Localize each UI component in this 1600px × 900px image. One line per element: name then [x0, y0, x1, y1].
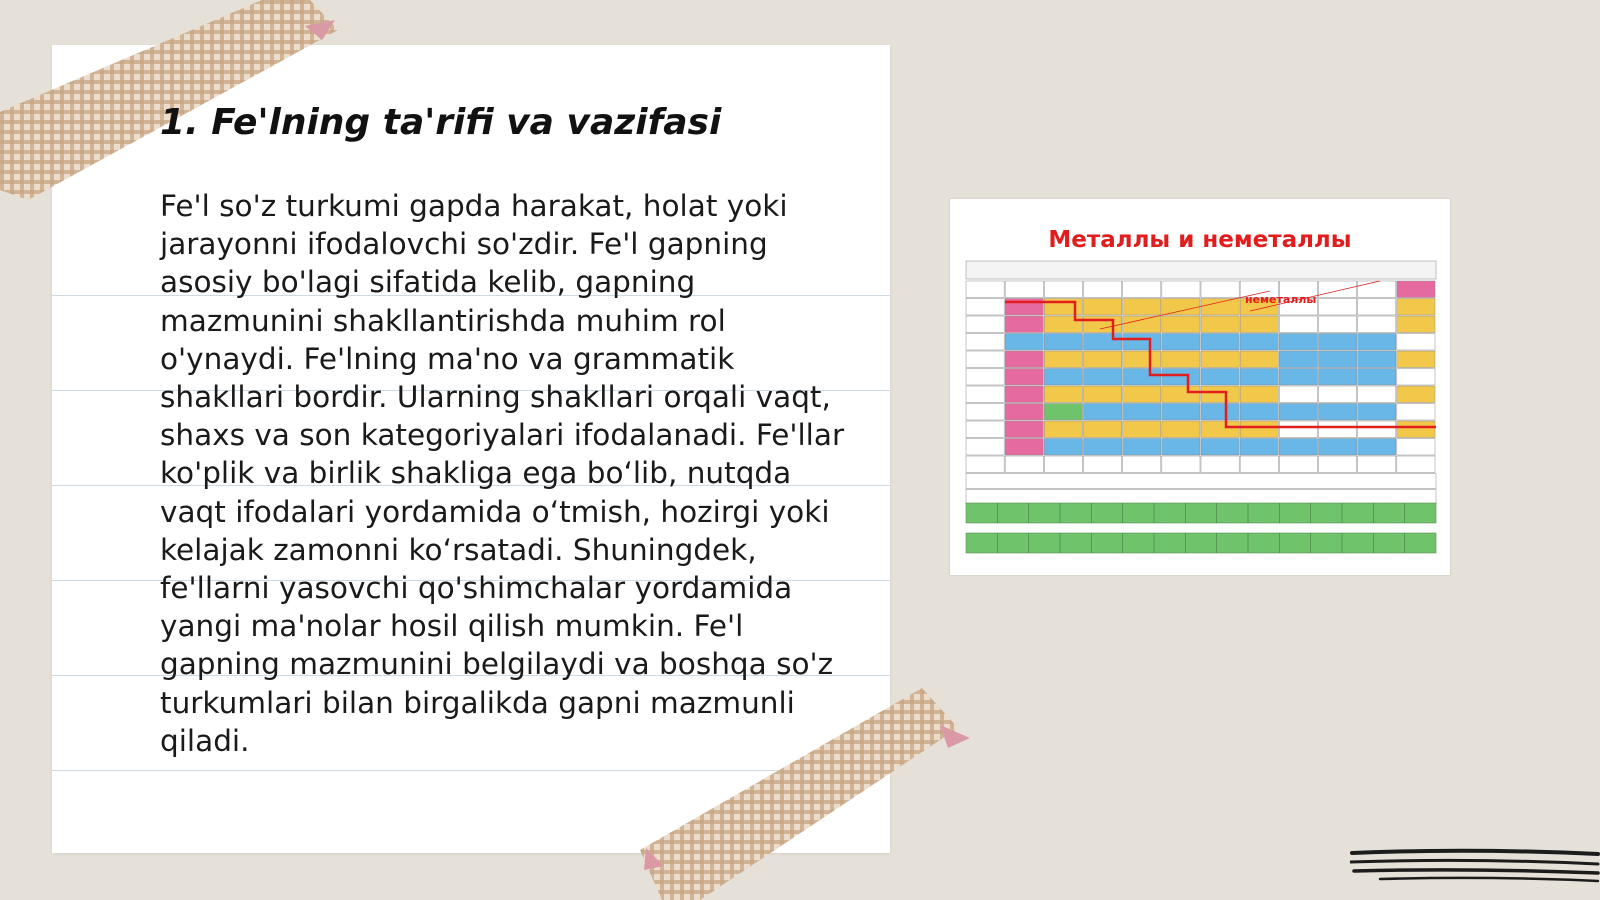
decorative-brush-lines	[1350, 848, 1600, 888]
periodic-table-image	[950, 199, 1450, 575]
periodic-table-grid	[950, 199, 1450, 575]
slide-body-text: Fe'l so'z turkumi gapda harakat, holat yoki jarayonni ifodalovchi so'zdir. Fe'l gapning asosiy bo'lagi sifatida kelib, gapning mazmunini shakllantirishda muhim rol o'ynaydi. Fe'lning ma'no va grammatik shakllari bordir. Ularning shakllari orqali vaqt, shaxs va son kategoriyalari ifodalanadi. Fe'llar ko'plik va birlik shakliga ega bo‘lib, nutqda vaqt ifodalari yordamida o‘tmish, hozirgi yoki kelajak zamonni ko‘rsatadi. Shuningdek, fe'llarni yasovchi qo'shimchalar yordamida yangi ma'nolar hosil qilish mumkin. Fe'l gapning mazmunini belgilaydi va boshqa so'z turkumlari bilan birgalikda gapni mazmunli qiladi.	[160, 189, 845, 758]
slide-title: 1. Fe'lning ta'rifi va vazifasi	[160, 102, 722, 143]
periodic-table-title: Металлы и неметаллы	[1048, 227, 1352, 253]
nonmetal-label: неметаллы	[1245, 293, 1317, 306]
